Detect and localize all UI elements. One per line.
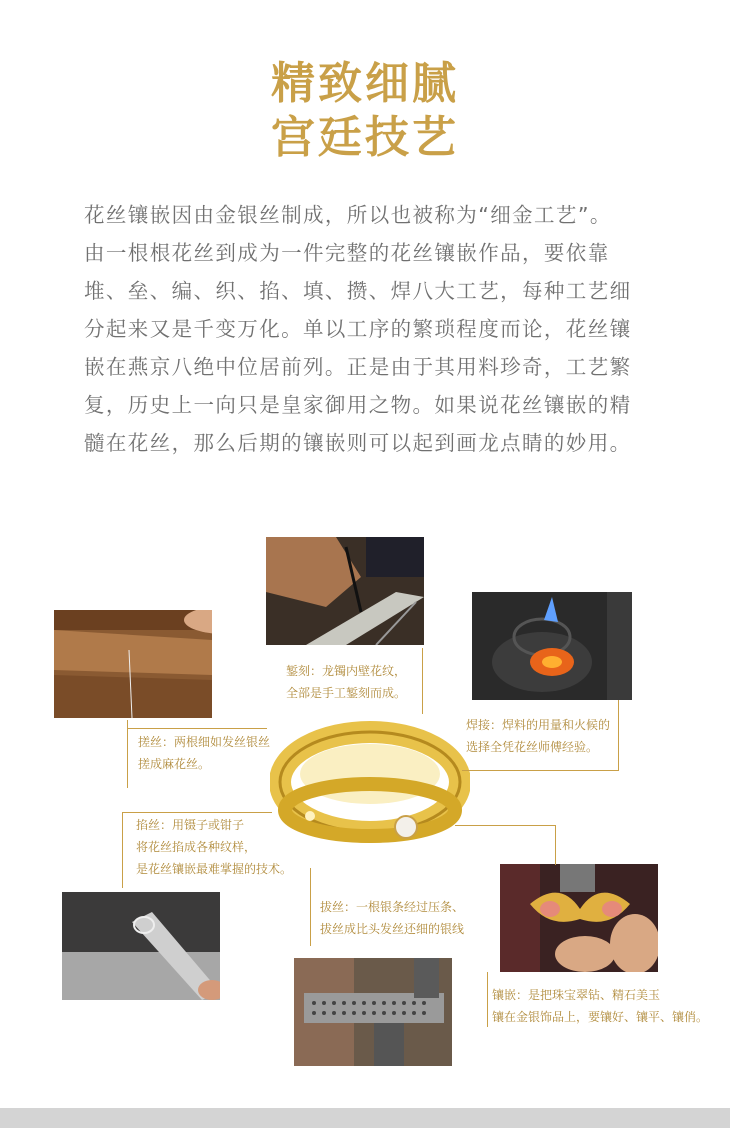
caption-line: 全部是手工錾刻而成。 [286, 686, 407, 700]
caption-line: 将花丝掐成各种纹样， [136, 840, 257, 854]
caption-drawing [320, 896, 464, 940]
intro-line: 花丝镶嵌因由金银丝制成，所以也被称为“细金工艺”。 [84, 203, 612, 227]
wire-drawing-photo [294, 958, 452, 1066]
page-title: 精致细腻 [271, 58, 459, 109]
wood-photo [54, 610, 212, 718]
caption-carving [286, 660, 406, 704]
connector-line [122, 812, 123, 888]
inlay-photo [500, 864, 658, 972]
caption-line: 拔丝成比头发丝还细的银线 [320, 922, 465, 936]
intro-line: 复，历史上一向只是皇家御用之物。如果说花丝镶嵌的精 [84, 393, 632, 417]
connector-line [555, 825, 556, 865]
caption-line: 选择全凭花丝师傅经验。 [466, 740, 599, 754]
caption-inlay [492, 984, 708, 1028]
caption-line: 拔丝：一根银条经过压条、 [320, 900, 465, 914]
intro-line: 髓在花丝，那么后期的镶嵌则可以起到画龙点睛的妙用。 [84, 431, 632, 455]
gold-bangle-photo [270, 712, 470, 844]
page-subtitle: 宫廷技艺 [271, 112, 459, 163]
caption-line: 掐丝：用镊子或钳子 [136, 818, 245, 832]
connector-line [422, 648, 423, 714]
connector-line [127, 720, 128, 788]
engraving-photo [266, 537, 424, 645]
caption-pinching [136, 814, 292, 880]
connector-line [127, 728, 267, 729]
connector-line [455, 825, 555, 826]
intro-line: 由一根根花丝到成为一件完整的花丝镶嵌作品，要依靠 [84, 241, 610, 265]
caption-twisting [138, 731, 270, 775]
connector-line [462, 770, 619, 771]
caption-welding [466, 714, 610, 758]
footer-bar [0, 1108, 730, 1128]
intro-line: 堆、垒、编、织、掐、填、攒、焊八大工艺，每种工艺细 [84, 279, 632, 303]
caption-line: 搓丝：两根细如发丝银丝 [138, 735, 271, 749]
intro-line: 分起来又是千变万化。单以工序的繁琐程度而论，花丝镶 [84, 317, 632, 341]
connector-line [618, 700, 619, 770]
tweezers-photo [62, 892, 220, 1000]
intro-paragraph [84, 196, 654, 462]
caption-line: 搓成麻花丝。 [138, 757, 211, 771]
caption-line: 焊接：焊料的用量和火候的 [466, 718, 611, 732]
caption-line: 镶在金银饰品上，要镶好、镶平、镶俏。 [492, 1010, 709, 1024]
connector-line [310, 868, 311, 946]
welding-photo [472, 592, 632, 700]
connector-line [122, 812, 272, 813]
caption-line: 是花丝镶嵌最难掌握的技术。 [136, 862, 293, 876]
intro-line: 嵌在燕京八绝中位居前列。正是由于其用料珍奇，工艺繁 [84, 355, 632, 379]
caption-line: 镶嵌：是把珠宝翠钻、精石美玉 [492, 988, 661, 1002]
caption-line: 錾刻：龙镯内壁花纹， [286, 664, 407, 678]
connector-line [487, 972, 488, 1027]
